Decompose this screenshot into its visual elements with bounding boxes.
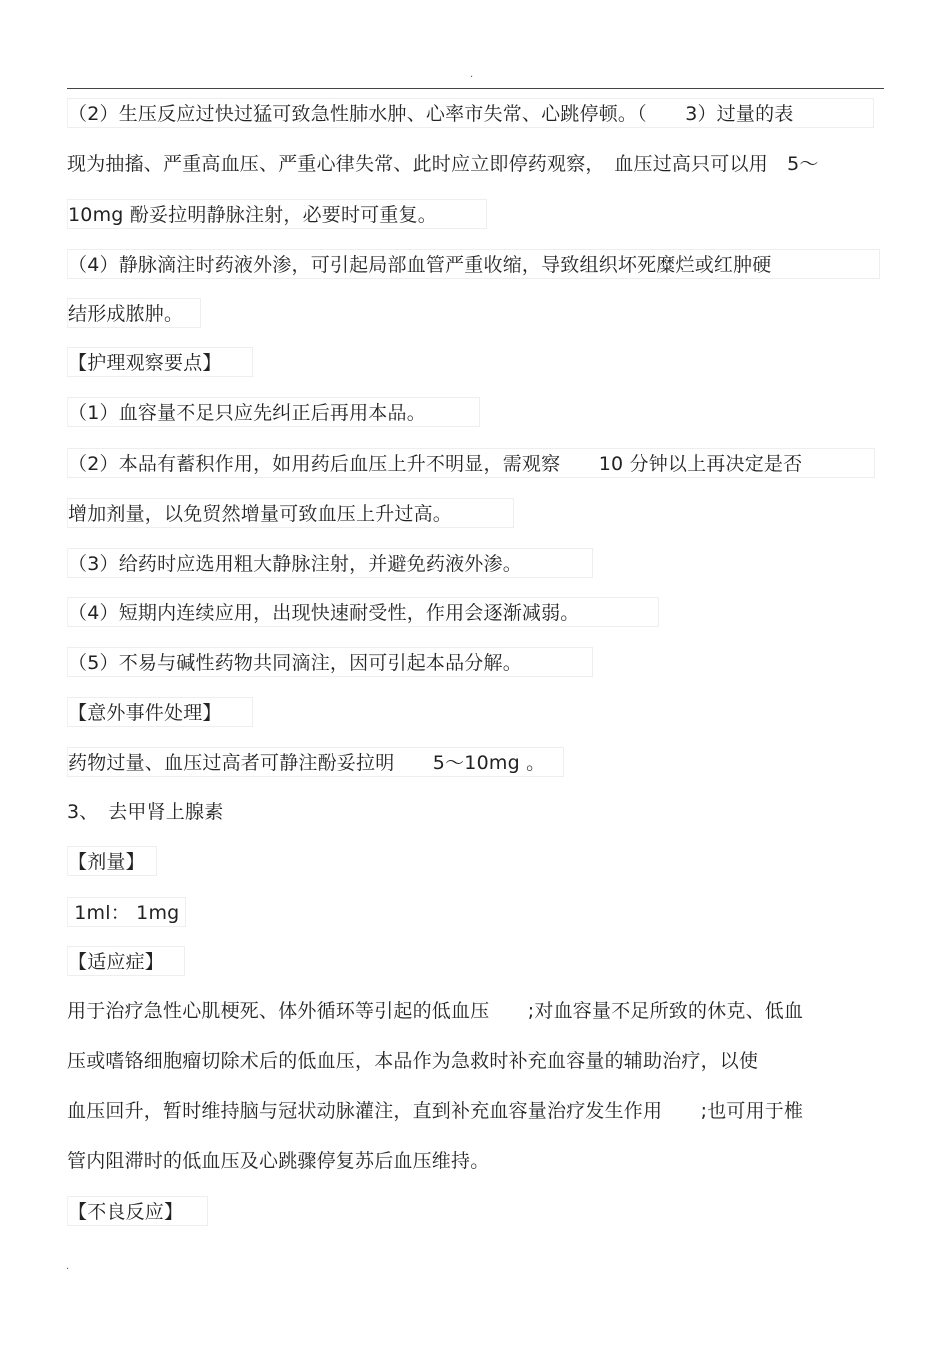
text-line: 药物过量、血压过高者可静注酚妥拉明 5～10mg 。 (67, 747, 564, 777)
section-heading: 【意外事件处理】 (67, 697, 253, 727)
text-line: （1）血容量不足只应先纠正后再用本品。 (67, 397, 480, 427)
drug-heading: 3、 去甲肾上腺素 (67, 801, 224, 823)
section-heading: 【适应症】 (67, 946, 185, 976)
text-line: 增加剂量，以免贸然增量可致血压上升过高。 (67, 498, 514, 528)
header-rule (67, 88, 884, 89)
text-line: （2）生压反应过快过猛可致急性肺水肿、心率市失常、心跳停顿。（ 3）过量的表 (67, 98, 874, 128)
text-line: 现为抽搐、严重高血压、严重心律失常、此时应立即停药观察， 血压过高只可以用 5～ (67, 153, 819, 175)
dosage-text: 1ml： 1mg (67, 897, 186, 927)
text-line: 结形成脓肿。 (67, 298, 201, 328)
section-heading: 【剂量】 (67, 846, 157, 876)
text-line: （4）短期内连续应用，出现快速耐受性，作用会逐渐减弱。 (67, 597, 659, 627)
text-line: （4）静脉滴注时药液外渗，可引起局部血管严重收缩，导致组织坏死糜烂或红肿硬 (67, 249, 880, 279)
text-line: （2）本品有蓄积作用，如用药后血压上升不明显，需观察 10 分钟以上再决定是否 (67, 448, 875, 478)
text-line: （5）不易与碱性药物共同滴注，因可引起本品分解。 (67, 647, 593, 677)
text-line: 10mg 酚妥拉明静脉注射，必要时可重复。 (67, 199, 487, 229)
text-line: 用于治疗急性心肌梗死、体外循环等引起的低血压 ;对血容量不足所致的休克、低血 (67, 1000, 804, 1022)
text-line: 血压回升，暂时维持脑与冠状动脉灌注，直到补充血容量治疗发生作用 ;也可用于椎 (67, 1100, 804, 1122)
text-line: 管内阻滞时的低血压及心跳骤停复苏后血压维持。 (67, 1150, 490, 1172)
header-dot: . (470, 69, 474, 80)
section-heading: 【不良反应】 (67, 1196, 208, 1226)
section-heading: 【护理观察要点】 (67, 347, 253, 377)
text-line: 压或嗜铬细胞瘤切除术后的低血压，本品作为急救时补充血容量的辅助治疗，以使 (67, 1050, 759, 1072)
footer-dot: . (66, 1261, 70, 1272)
text-line: （3）给药时应选用粗大静脉注射，并避免药液外渗。 (67, 548, 593, 578)
